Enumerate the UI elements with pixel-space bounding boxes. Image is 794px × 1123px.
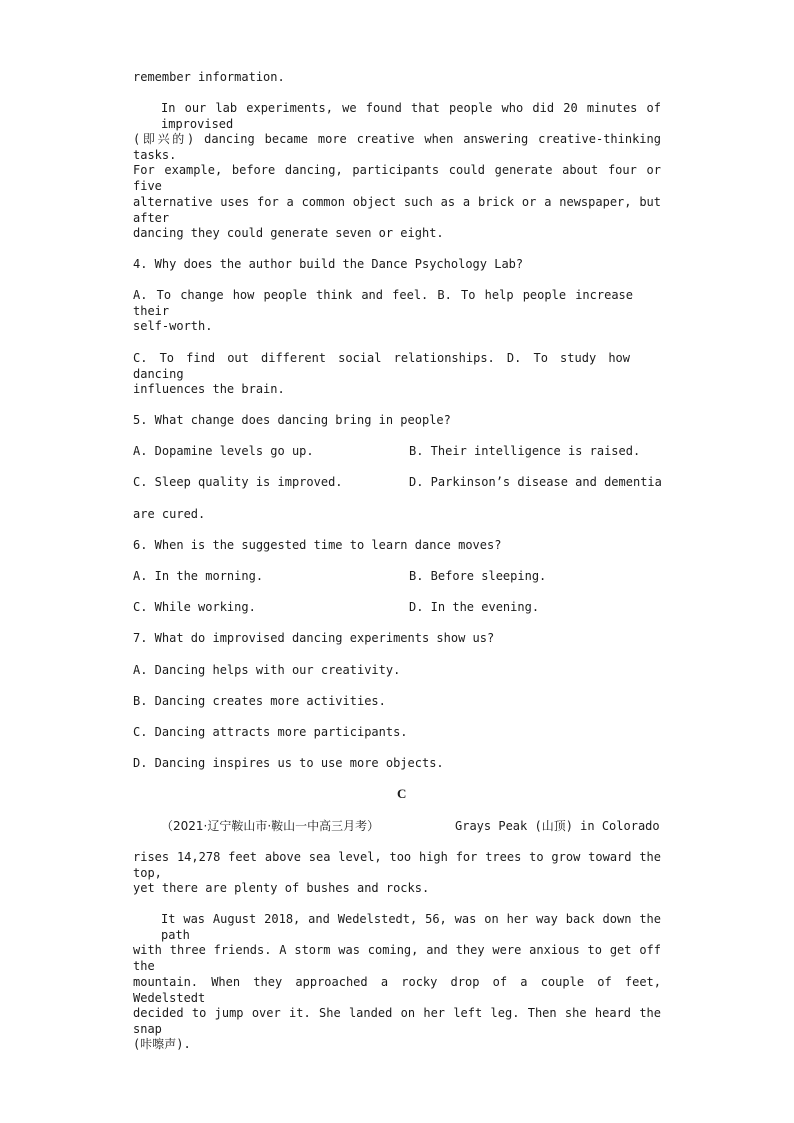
- question-5-option-a: A. Dopamine levels go up.: [133, 444, 314, 458]
- question-4-option-c-d: C. To find out different social relationships. D. To study how dancing: [133, 351, 630, 381]
- passage-c-paragraph-line: rises 14,278 feet above sea level, too high for trees to grow toward the top,: [133, 850, 661, 880]
- section-heading: C: [397, 786, 407, 801]
- question-6-option-a: A. In the morning.: [133, 569, 264, 583]
- question-6-stem: 6. When is the suggested time to learn dance moves?: [133, 538, 502, 552]
- question-5-option-b: B. Their intelligence is raised.: [409, 444, 641, 458]
- question-7-option-b: B. Dancing creates more activities.: [133, 694, 386, 708]
- passage-b-paragraph-line: (即兴的) dancing became more creative when answering creative-thinking tasks.: [133, 132, 661, 162]
- passage-b-paragraph-line: In our lab experiments, we found that people who did 20 minutes of improvised: [161, 101, 661, 131]
- question-4-option-a-b: A. To change how people think and feel. B. To help people increase their: [133, 288, 633, 318]
- question-4-option-d-cont: influences the brain.: [133, 382, 285, 396]
- passage-b-paragraph-line: For example, before dancing, participants could generate about four or five: [133, 163, 661, 193]
- passage-c-paragraph-line: with three friends. A storm was coming, and they were anxious to get off the: [133, 943, 661, 973]
- question-7-option-d: D. Dancing inspires us to use more objects.: [133, 756, 444, 770]
- passage-c-paragraph-line: (咔嚓声).: [133, 1037, 191, 1051]
- passage-c-first-line: Grays Peak (山顶) in Colorado: [455, 819, 660, 833]
- question-6-option-b: B. Before sleeping.: [409, 569, 547, 583]
- passage-b-paragraph-line: alternative uses for a common object such as a brick or a newspaper, but after: [133, 195, 661, 225]
- question-5-stem: 5. What change does dancing bring in people?: [133, 413, 451, 427]
- question-6-option-d: D. In the evening.: [409, 600, 540, 614]
- question-5-option-c: C. Sleep quality is improved.: [133, 475, 343, 489]
- question-5-option-d: D. Parkinson’s disease and dementia: [409, 475, 662, 489]
- passage-c-paragraph-line: It was August 2018, and Wedelstedt, 56, was on her way back down the path: [161, 912, 661, 942]
- question-7-option-a: A. Dancing helps with our creativity.: [133, 663, 401, 677]
- question-5-option-d-cont: are cured.: [133, 507, 206, 521]
- question-4-option-b-cont: self-worth.: [133, 319, 213, 333]
- question-7-stem: 7. What do improvised dancing experiments show us?: [133, 631, 495, 645]
- passage-b-paragraph-line: dancing they could generate seven or eight.: [133, 226, 444, 240]
- question-6-option-c: C. While working.: [133, 600, 256, 614]
- passage-b-line: remember information.: [133, 70, 285, 84]
- passage-c-paragraph-line: mountain. When they approached a rocky drop of a couple of feet, Wedelstedt: [133, 975, 661, 1005]
- source-note: （2021·辽宁鞍山市·鞍山一中高三月考）: [161, 819, 380, 833]
- passage-c-paragraph-line: yet there are plenty of bushes and rocks.: [133, 881, 430, 895]
- question-7-option-c: C. Dancing attracts more participants.: [133, 725, 408, 739]
- question-4-stem: 4. Why does the author build the Dance Psychology Lab?: [133, 257, 524, 271]
- passage-c-paragraph-line: decided to jump over it. She landed on her left leg. Then she heard the snap: [133, 1006, 661, 1036]
